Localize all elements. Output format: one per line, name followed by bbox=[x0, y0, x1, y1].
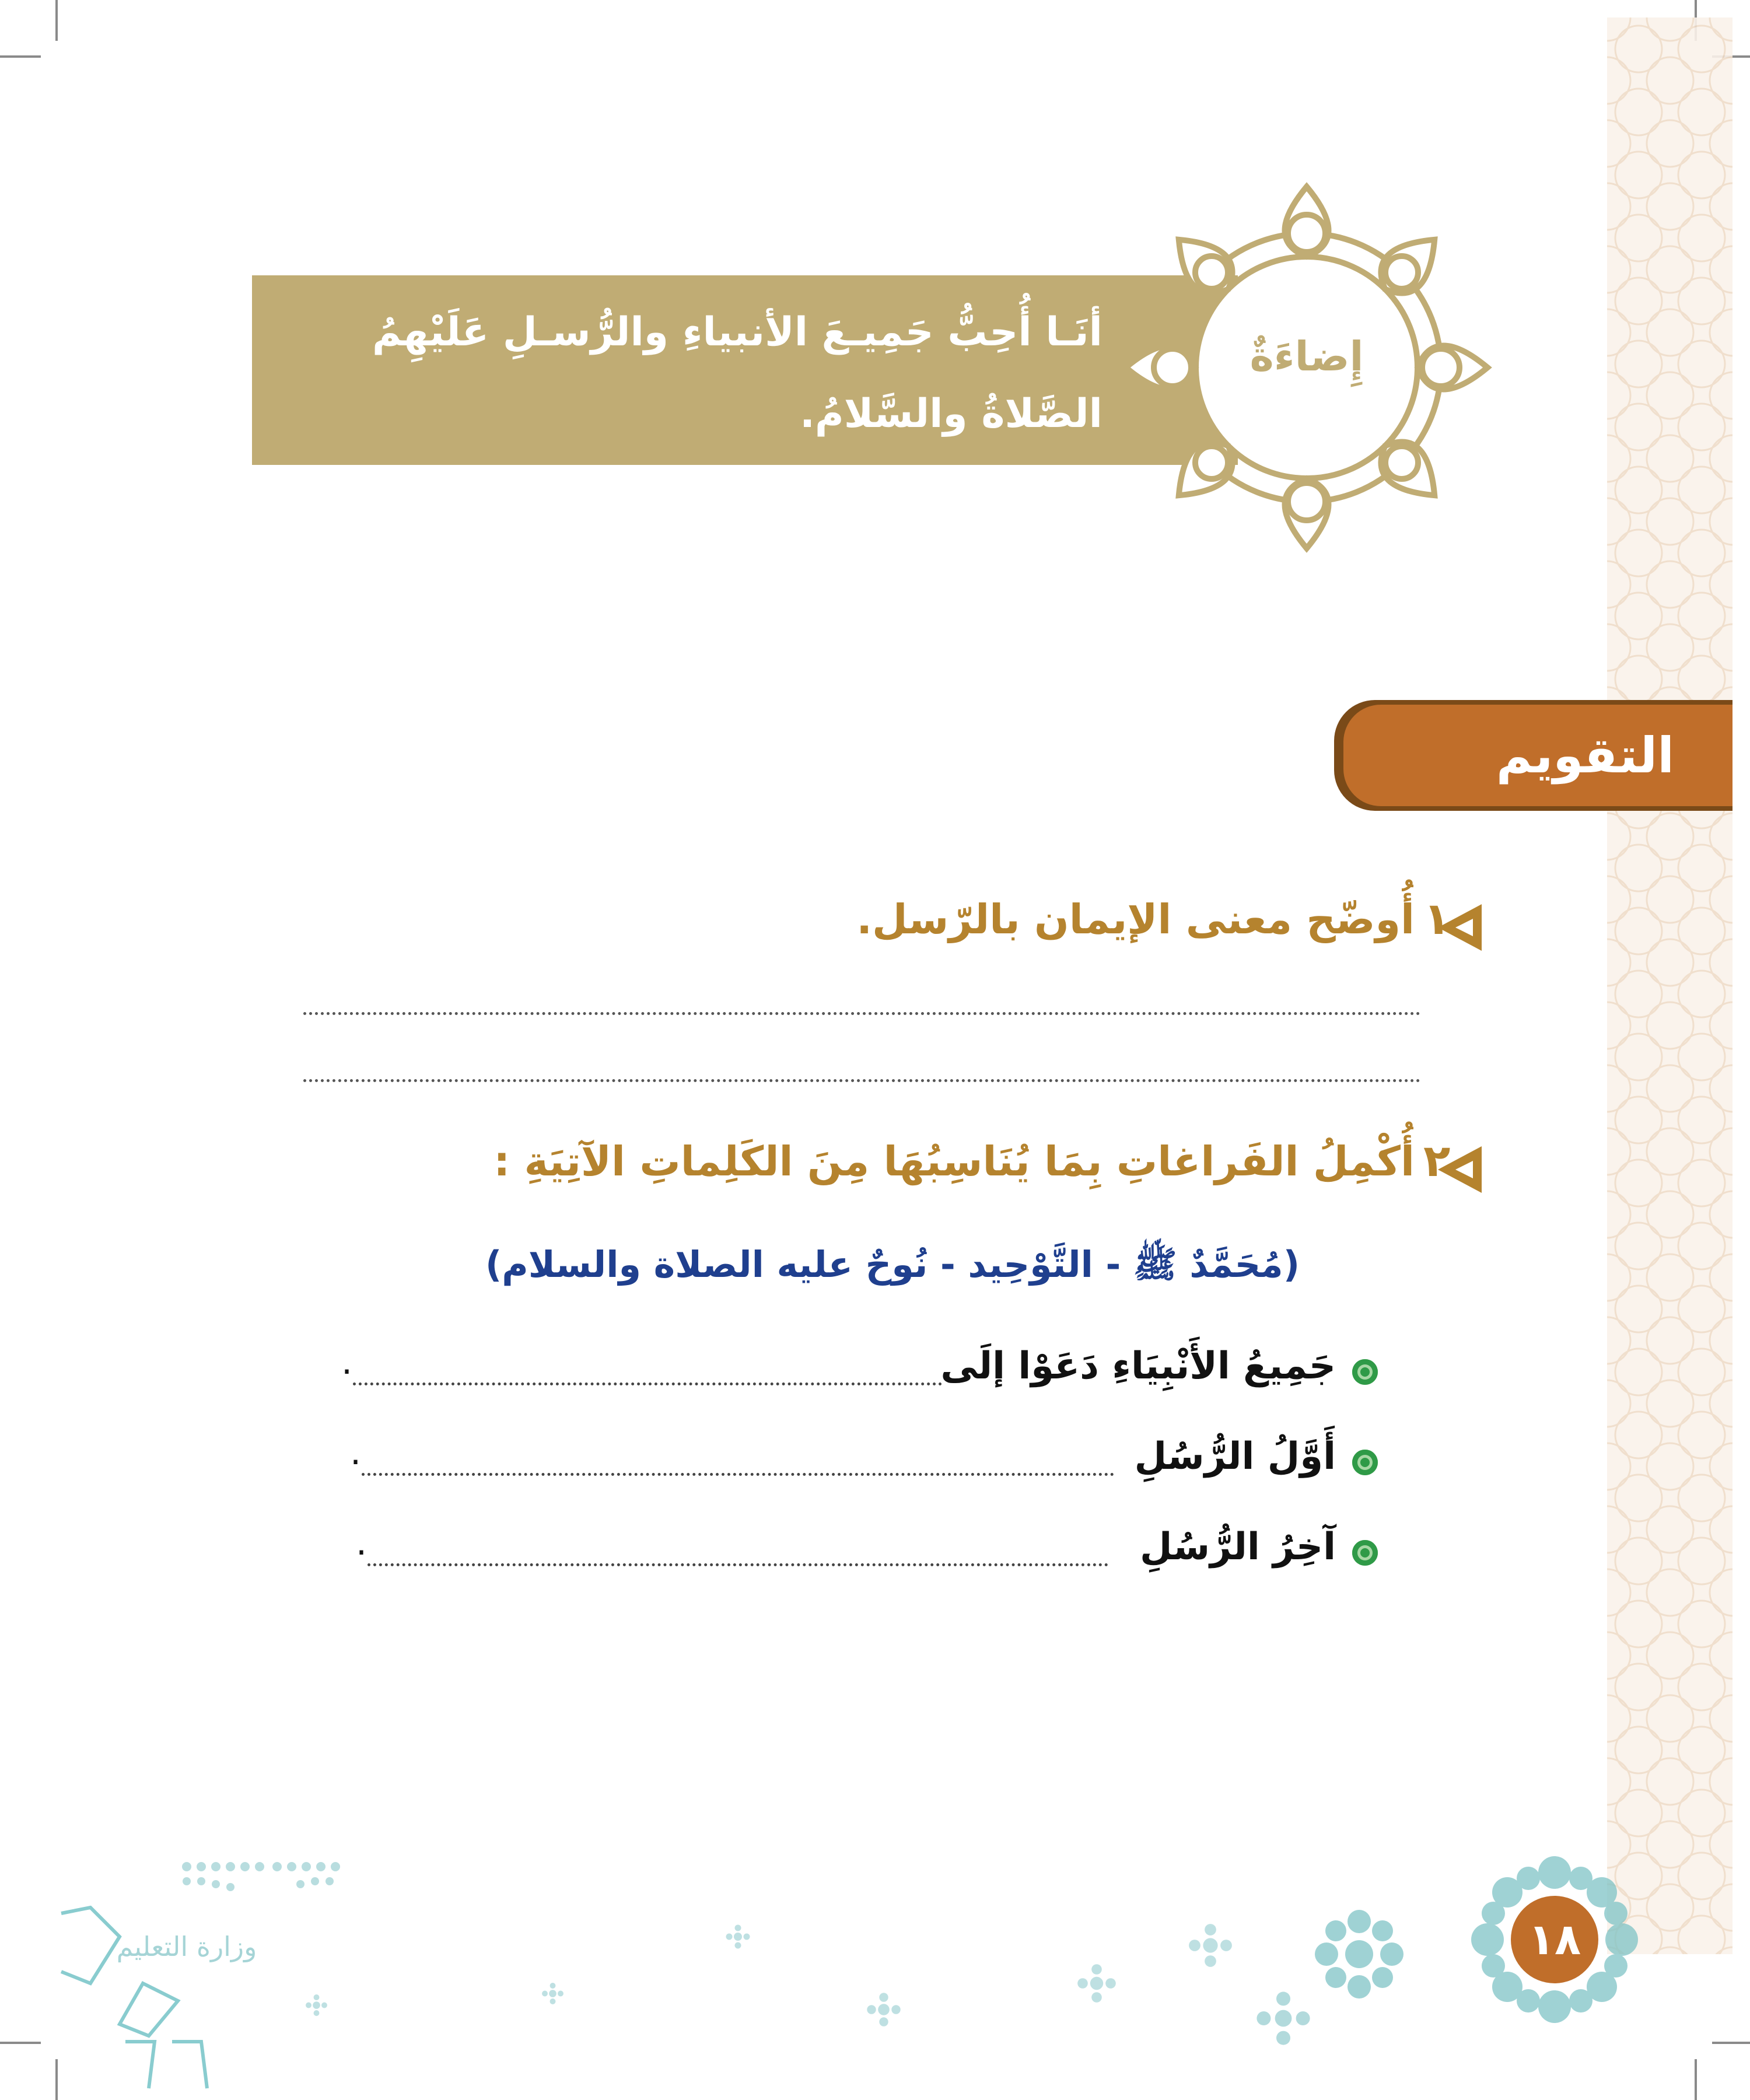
answer-line-2[interactable] bbox=[303, 1079, 1420, 1082]
fill-item-2-text: أَوَّلُ الرُّسُلِ bbox=[1134, 1435, 1336, 1478]
fill-item-3-text: آخِرُ الرُّسُلِ bbox=[1140, 1525, 1336, 1569]
crop-mark bbox=[1712, 2042, 1750, 2044]
crop-mark bbox=[55, 0, 58, 41]
fill-item-1-blank[interactable] bbox=[353, 1382, 942, 1385]
side-pattern-band bbox=[1607, 18, 1732, 1954]
teal-flower-icon bbox=[1073, 1960, 1120, 2007]
question-2-text: أُكْمِلُ الفَراغاتِ بِمَا يُنَاسِبُهَا مِنَ الكَلِماتِ الآتِيَةِ : bbox=[494, 1138, 1415, 1185]
word-bank: (مُحَمَّدٌ ﷺ - التَّوْحِيد - نُوحٌ عليه الصلاة والسلام) bbox=[485, 1243, 1300, 1286]
crop-mark bbox=[0, 2042, 41, 2044]
fill-item-3-end: . bbox=[356, 1522, 368, 1563]
question-2-number: ٢ bbox=[1423, 1135, 1451, 1186]
question-1-number: ١ bbox=[1423, 892, 1451, 944]
teal-flower-icon bbox=[540, 1980, 566, 2007]
bullet-icon bbox=[1352, 1540, 1378, 1566]
section-title: التقويم bbox=[1496, 727, 1674, 784]
teal-flower-icon bbox=[1248, 1983, 1318, 2053]
fill-item-1-end: . bbox=[341, 1342, 353, 1382]
banner-text bbox=[303, 292, 1102, 461]
question-1-text: أُوضّح معنى الإيمان بالرّسل. bbox=[856, 895, 1415, 943]
ministry-name: وزارة التعليم bbox=[116, 1931, 257, 1962]
bullet-icon bbox=[1352, 1359, 1378, 1385]
crop-mark bbox=[0, 55, 41, 58]
fill-item-1-text: جَمِيعُ الأَنْبِيَاءِ دَعَوْا إلَى bbox=[940, 1345, 1336, 1388]
answer-line-1[interactable] bbox=[303, 1012, 1420, 1015]
fill-item-2-end: . bbox=[350, 1432, 362, 1473]
ministry-logo-icon bbox=[55, 1849, 359, 2094]
teal-flower-icon bbox=[723, 1922, 752, 1951]
rosette-label: إِضاءَةٌ bbox=[1250, 332, 1364, 380]
fill-item-3-blank[interactable] bbox=[368, 1563, 1108, 1566]
teal-flower-icon bbox=[1184, 1919, 1237, 1972]
fill-item-2-blank[interactable] bbox=[362, 1473, 1114, 1476]
teal-flower-icon bbox=[863, 1989, 904, 2030]
page-number: ١٨ bbox=[1511, 1896, 1598, 1983]
teal-flower-icon bbox=[1301, 1896, 1418, 2013]
bullet-icon bbox=[1352, 1450, 1378, 1475]
crop-mark bbox=[1695, 2059, 1697, 2100]
banner-line-2: الصَّلاةُ والسَّلامُ. bbox=[800, 391, 1102, 437]
banner-line-1: أنَـا أُحِبُّ جَمِيـعَ الأنبياءِ والرُّسـلِ عَلَيْهِمُ bbox=[372, 309, 1102, 355]
